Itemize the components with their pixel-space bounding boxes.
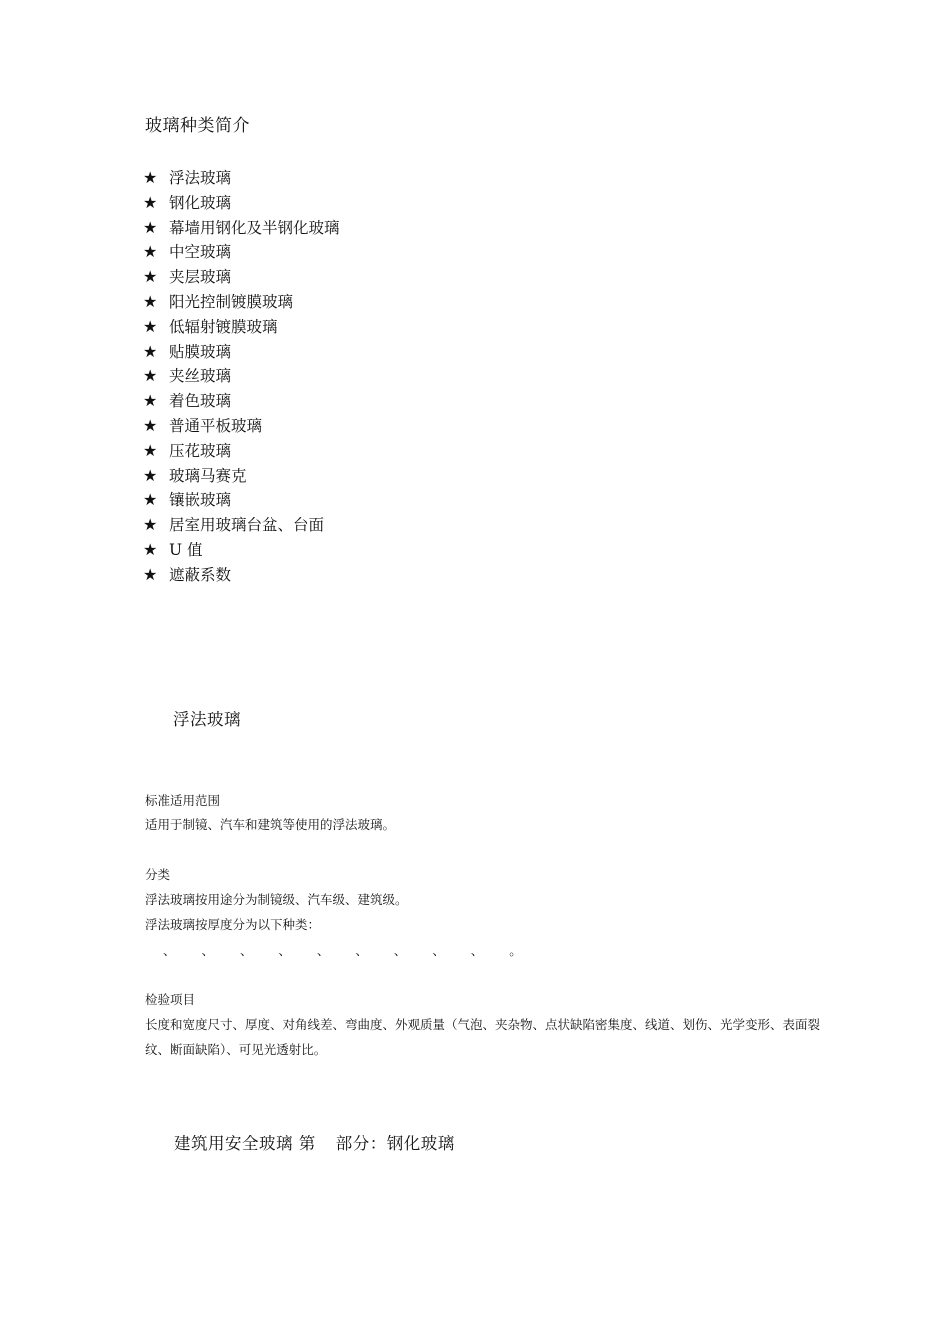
section-heading-float-glass: 浮法玻璃: [173, 710, 241, 729]
heading-part-2: 部分：钢化玻璃: [335, 1134, 455, 1153]
thickness-list: 、 、 、 、 、 、 、 、 、 。: [163, 943, 522, 958]
list-item: [143, 340, 340, 365]
star-bullet-icon: ★: [143, 490, 158, 510]
list-item: [143, 315, 340, 340]
list-item: [143, 464, 340, 489]
list-item: [143, 513, 340, 538]
list-item-label: 遮蔽系数: [169, 565, 232, 584]
list-item-label: 阳光控制镀膜玻璃: [169, 292, 294, 311]
star-bullet-icon: ★: [143, 564, 158, 584]
list-item: [143, 439, 340, 464]
star-bullet-icon: ★: [143, 192, 158, 212]
star-bullet-icon: ★: [143, 291, 158, 311]
list-item: [143, 414, 340, 439]
list-item: [143, 488, 340, 513]
list-item-label: 钢化玻璃: [169, 193, 232, 212]
star-bullet-icon: ★: [143, 316, 158, 336]
star-bullet-icon: ★: [143, 440, 158, 460]
list-item: [143, 563, 340, 588]
star-bullet-icon: ★: [143, 391, 158, 411]
star-bullet-icon: ★: [143, 415, 158, 435]
inspection-text: 长度和宽度尺寸、厚度、对角线差、弯曲度、外观质量（气泡、夹杂物、点状缺陷密集度、线道、划伤、光学变形、表面裂纹、断面缺陷）、可见光透射比。: [145, 1017, 821, 1057]
list-item: [143, 538, 340, 563]
list-item-label: 夹层玻璃: [169, 268, 232, 287]
heading-part-1: 建筑用安全玻璃 第: [174, 1134, 316, 1153]
list-item-label: 低辐射镀膜玻璃: [169, 317, 278, 336]
list-item: [143, 389, 340, 414]
glass-type-list: [143, 166, 340, 588]
list-item: [143, 290, 340, 315]
list-item-label: 普通平板玻璃: [169, 416, 263, 435]
list-item-label: 贴膜玻璃: [169, 342, 232, 361]
scope-text: 适用于制镜、汽车和建筑等使用的浮法玻璃。: [145, 817, 396, 832]
list-item: [143, 364, 340, 389]
classification-by-use: 浮法玻璃按用途分为制镜级、汽车级、建筑级。: [145, 892, 408, 907]
section-heading-tempered-glass: [174, 1133, 455, 1155]
classification-label: 分类: [145, 867, 171, 882]
list-item-label: 着色玻璃: [169, 392, 232, 411]
list-item-label: 镶嵌玻璃: [169, 491, 232, 510]
star-bullet-icon: ★: [143, 242, 158, 262]
list-item: [143, 216, 340, 241]
star-bullet-icon: ★: [143, 366, 158, 386]
star-bullet-icon: ★: [143, 267, 158, 287]
list-item-label: U 值: [169, 540, 203, 559]
list-item-label: 压花玻璃: [169, 441, 232, 460]
inspection-label: 检验项目: [145, 992, 196, 1007]
scope-label: 标准适用范围: [145, 793, 221, 808]
list-item-label: 浮法玻璃: [169, 169, 232, 187]
star-bullet-icon: ★: [143, 465, 158, 485]
star-bullet-icon: ★: [143, 217, 158, 237]
star-bullet-icon: ★: [143, 168, 158, 187]
list-item: [143, 191, 340, 216]
page-title: 玻璃种类简介: [145, 116, 250, 136]
list-item-label: 幕墙用钢化及半钢化玻璃: [169, 218, 340, 237]
list-item-label: 玻璃马赛克: [169, 466, 247, 485]
list-item: [143, 265, 340, 290]
star-bullet-icon: ★: [143, 341, 158, 361]
list-item-label: 夹丝玻璃: [169, 367, 232, 386]
classification-by-thickness: 浮法玻璃按厚度分为以下种类：: [145, 917, 321, 932]
list-item-label: 居室用玻璃台盆、台面: [169, 516, 325, 535]
list-item: [143, 166, 340, 191]
list-item-label: 中空玻璃: [169, 243, 232, 262]
star-bullet-icon: ★: [143, 539, 158, 559]
star-bullet-icon: ★: [143, 515, 158, 535]
list-item: [143, 240, 340, 265]
